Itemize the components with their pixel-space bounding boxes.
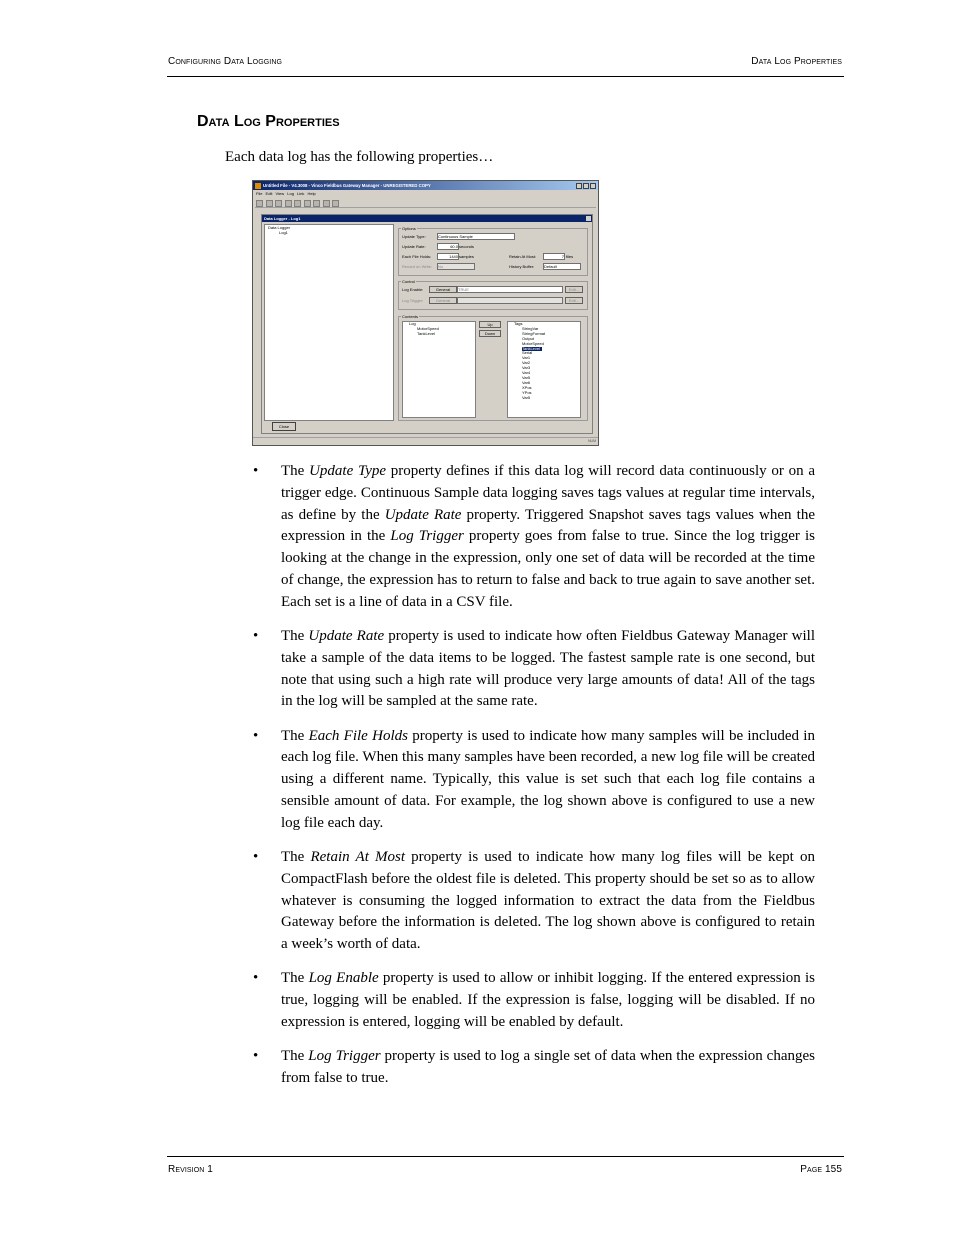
log-trigger-mode: General	[429, 297, 457, 304]
status-bar	[253, 437, 598, 445]
footer-left: Revision 1	[168, 1164, 213, 1175]
close-icon	[590, 183, 596, 189]
log-enable-edit: Edit...	[565, 286, 583, 293]
child-close-icon	[586, 216, 591, 221]
list-item: Var5	[522, 394, 531, 400]
bullet-icon: •	[253, 727, 259, 744]
retain-label: Retain At Most:	[509, 254, 537, 259]
footer-right: Page 155	[800, 1164, 842, 1175]
list-item: Var2	[522, 360, 531, 366]
list-item: Var4	[522, 370, 531, 376]
list-item: Serial	[522, 350, 533, 356]
menu-bar: File Edit View Log Link Help	[256, 191, 316, 196]
property-name: Log Trigger	[390, 528, 464, 545]
status-text: NUM	[588, 439, 596, 443]
list-item: Var6	[522, 379, 531, 385]
log-trigger-edit: Edit...	[565, 297, 583, 304]
property-name: Each File Holds	[308, 727, 408, 744]
save-icon	[275, 200, 282, 207]
each-file-label: Each File Holds:	[402, 254, 432, 259]
update-rate-field: 60.0	[437, 243, 459, 250]
record-select: No	[437, 263, 475, 270]
logger-tree	[264, 224, 394, 421]
header-rule	[167, 76, 844, 77]
property-name: Retain At Most	[310, 848, 406, 865]
list-item: Tags	[514, 321, 523, 326]
up-button: Up	[479, 321, 501, 328]
each-file-unit: samples	[459, 254, 474, 259]
update-type-label: Update Type:	[402, 234, 426, 239]
property-name: Update Rate	[308, 627, 385, 644]
open-icon	[266, 200, 273, 207]
running-header-right: Data Log Properties	[751, 56, 842, 67]
bullet-icon: •	[253, 970, 259, 987]
tags-list	[507, 321, 581, 418]
bullet-paragraph: • The Update Type property defines if this data log will record data continuously or on a trigger edge. Continuous Sample data logging saves tags values at regular time intervals, as define by the Update Rate property. Triggered Snapshot saves tags values when the expression in the Log Trigger property goes from false to true. Since the log trigger is looking at the change in the expression, only one set of data will be recorded at the time of change, the expression has to return to false and back to true again to save another set. Each set is a line of data in a CSV file.	[253, 463, 816, 610]
update-rate-label: Update Rate:	[402, 244, 426, 249]
property-name: Update Rate	[384, 506, 462, 523]
history-label: History Buffer:	[509, 264, 535, 269]
property-bullets	[253, 461, 815, 1102]
bullet-paragraph: • The Retain At Most property is used to indicate how many log files will be kept on CompactFlash before the oldest file is deleted. This property should be set so as to allow whatever is consuming the logged information to extract the data from the Fieldbus Gateway before the information is deleted. The log shown above is configured to retain a week’s worth of data.	[253, 848, 815, 953]
running-header-left: Configuring Data Logging	[168, 56, 283, 67]
log-trigger-field	[457, 297, 563, 304]
log-enable-field: TRUE	[457, 286, 563, 293]
list-item: MotorSpeed	[417, 325, 439, 331]
log-enable-label: Log Enable:	[402, 287, 424, 292]
log-enable-mode: General	[429, 286, 457, 293]
tree-item: Log1	[279, 230, 288, 235]
down-button: Down	[479, 330, 501, 337]
record-label: Record on Write:	[402, 264, 432, 269]
list-item: MotorSpeed	[522, 340, 544, 346]
list-item-selected: TankLevel	[522, 345, 541, 351]
update-type-select: Continuous Sample	[437, 233, 515, 240]
window-title: Untitled File - V4.3008 - Vinco Fieldbus Gateway Manager - UNREGISTERED COPY	[253, 181, 598, 190]
retain-unit: files	[566, 254, 574, 259]
each-file-field: 1440	[437, 253, 459, 260]
list-item: Var1	[522, 355, 531, 361]
property-name: Update Type	[309, 463, 387, 479]
list-item: YPos	[522, 389, 532, 395]
options-label: Options	[402, 226, 416, 231]
child-title: Data Logger - Log1	[262, 215, 592, 222]
copy-icon	[294, 200, 301, 207]
list-item: XPos	[522, 384, 532, 390]
history-select: Default	[543, 263, 581, 270]
control-label: Control	[402, 279, 415, 284]
list-item: Output	[522, 335, 535, 341]
toolbar	[255, 198, 596, 208]
property-name: Log Enable	[308, 970, 379, 987]
footer-rule	[167, 1156, 844, 1157]
list-item: StringVar	[522, 325, 539, 331]
control-group	[398, 281, 588, 310]
window-buttons	[576, 183, 596, 189]
bullet-paragraph: • The Log Enable property is used to allow or inhibit logging. If the entered expression is true, logging will be enabled. If the expression is false, logging will be disabled. If no expression is entered, logging will be enabled by default.	[253, 970, 815, 1030]
contents-label: Contents	[402, 314, 419, 319]
tree-item: Data Logger	[268, 225, 291, 230]
list-item: Var5	[522, 374, 531, 380]
new-icon	[256, 200, 263, 207]
paste-icon	[304, 200, 311, 207]
log-trigger-label: Log Trigger:	[402, 298, 424, 303]
bullet-icon: •	[253, 627, 259, 644]
data-logger-screenshot	[252, 180, 599, 446]
bullet-icon: •	[253, 848, 259, 865]
update-rate-unit: seconds	[459, 244, 474, 249]
property-name: Log Trigger	[308, 1048, 381, 1065]
data-logger-window	[261, 214, 593, 434]
bullet-icon: •	[253, 463, 259, 479]
retain-field: 7	[543, 253, 565, 260]
bullet-paragraph: • The Each File Holds property is used to indicate how many samples will be included in each log file. When this many samples have been recorded, a new log file will be created using a different name. Typically, this value is set such that each log file contains a sensible amount of data. For example, the log shown above is configured to use a new log file each day.	[253, 727, 815, 831]
contents-list	[402, 321, 476, 418]
app-icon	[255, 183, 261, 189]
list-item: Var3	[522, 365, 531, 371]
link-icon	[332, 200, 339, 207]
bullet-icon: •	[253, 1048, 259, 1065]
list-item: Log	[409, 321, 416, 326]
intro-text: Each data log has the following properties…	[225, 149, 494, 165]
options-group	[398, 228, 588, 276]
bullet-paragraph: • The Log Trigger property is used to log a single set of data when the expression changes from false to true.	[253, 1048, 815, 1086]
undo-icon	[313, 200, 320, 207]
maximize-icon	[583, 183, 589, 189]
list-item: StringFormat	[522, 330, 546, 336]
close-button: Close	[272, 422, 296, 431]
list-item: TankLevel	[417, 330, 436, 336]
contents-group	[398, 316, 588, 421]
bullet-paragraph: • The Update Rate property is used to indicate how often Fieldbus Gateway Manager will take a sample of the data items to be logged. The fastest sample rate is one second, but note that using such a high rate will produce very large amounts of data! All of the tags in the log will be sampled at the same rate.	[253, 627, 815, 710]
cut-icon	[285, 200, 292, 207]
minimize-icon	[576, 183, 582, 189]
section-title: Data Log Properties	[197, 113, 340, 130]
redo-icon	[323, 200, 330, 207]
